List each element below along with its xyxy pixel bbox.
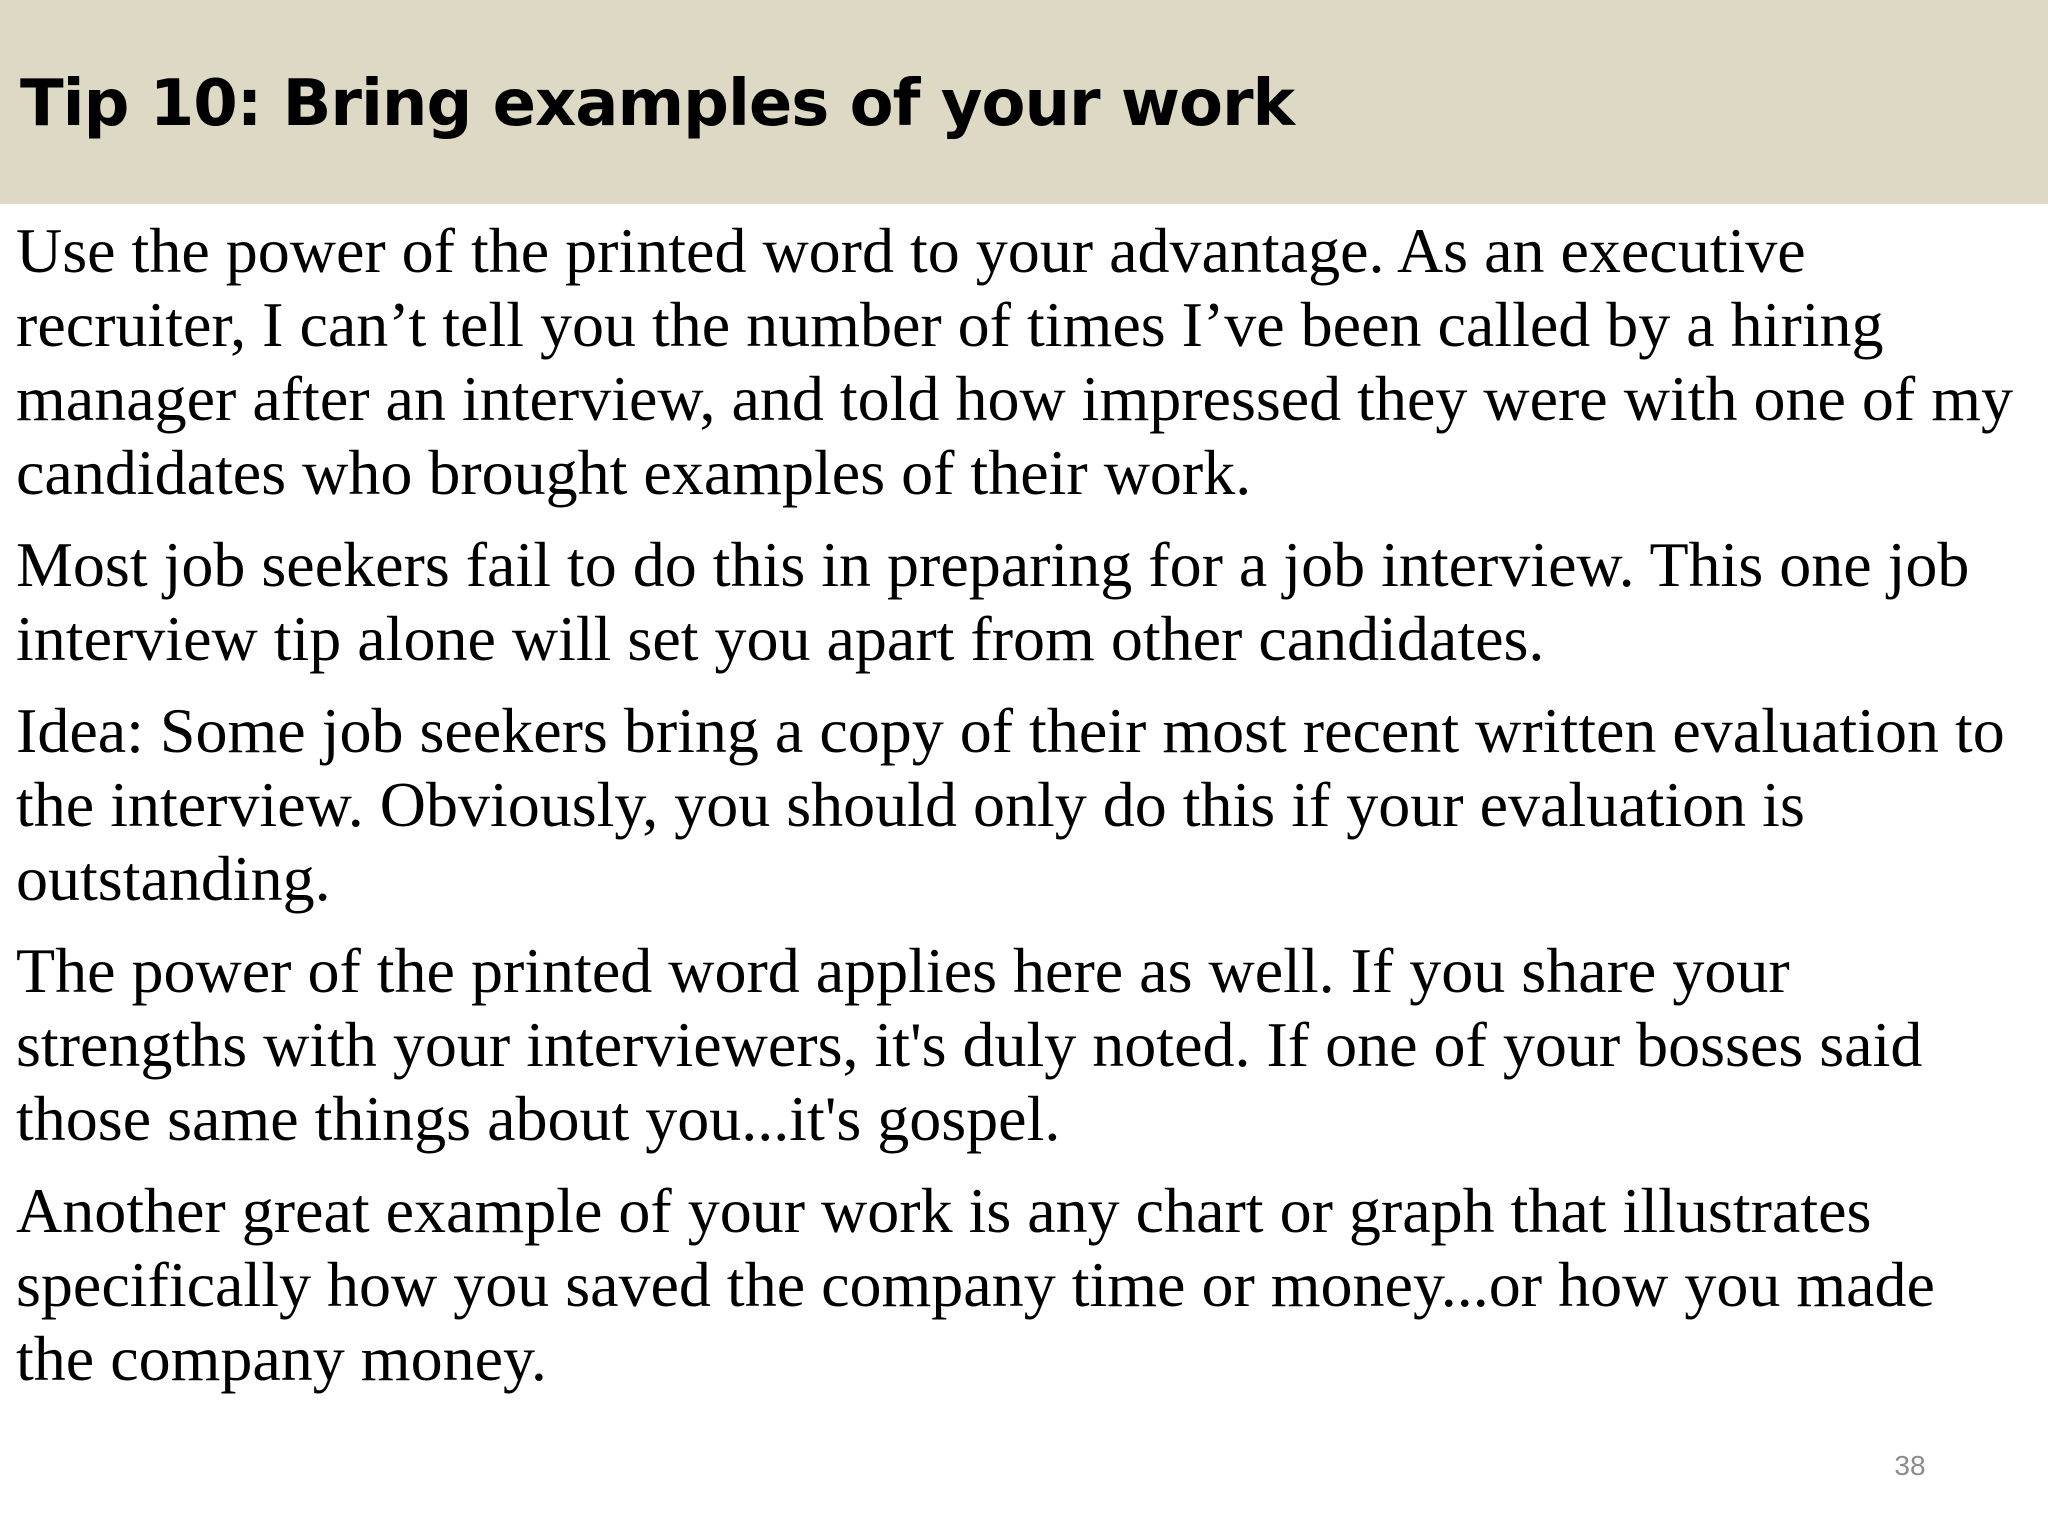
paragraph-4: The power of the printed word applies here as well. If you share your strengths with your interviewers, it's duly noted. If one of your bosses said those same things about you...it's gospel. bbox=[16, 935, 1923, 1154]
paragraph-5: Another great example of your work is any chart or graph that illustrates specifically how you saved the company time or money...or how you made the company money. bbox=[16, 1175, 1935, 1394]
paragraph-1: Use the power of the printed word to your advantage. As an executive recruiter, I can’t tell you the number of times I’ve been called by a hiring manager after an interview, and told how impressed they were with one of my candidates who brought examples of their work. bbox=[16, 215, 2013, 508]
slide-title: Tip 10: Bring examples of your work bbox=[20, 67, 1295, 141]
slide-body bbox=[16, 214, 2026, 1414]
title-band bbox=[0, 0, 2048, 204]
paragraph-3: Idea: Some job seekers bring a copy of their most recent written evaluation to the interview. Obviously, you should only do this if your evaluation is outstanding. bbox=[16, 695, 2005, 914]
paragraph-2: Most job seekers fail to do this in preparing for a job interview. This one job interview tip alone will set you apart from other candidates. bbox=[16, 529, 1970, 674]
page-number: 38 bbox=[1894, 1450, 1926, 1481]
